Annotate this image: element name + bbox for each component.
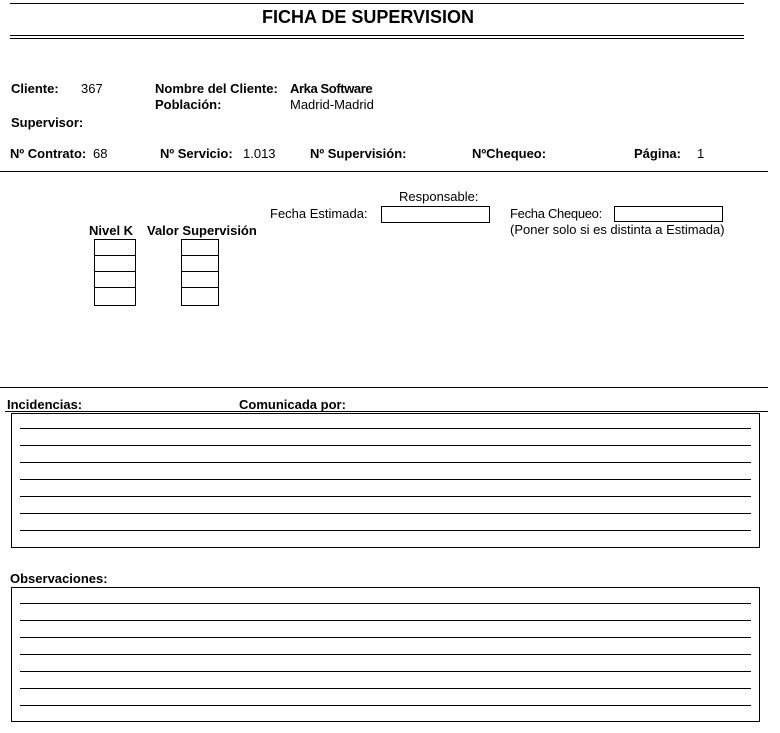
fecha-chequeo-label: Fecha Chequeo: xyxy=(510,206,602,221)
nivel-k-cell[interactable] xyxy=(95,240,135,256)
contrato-label: Nº Contrato: xyxy=(10,146,87,161)
valor-supervision-cell[interactable] xyxy=(182,272,218,288)
incidencias-box[interactable] xyxy=(11,413,760,548)
nivel-k-cell[interactable] xyxy=(95,288,135,304)
responsable-label: Responsable: xyxy=(399,189,479,204)
observaciones-line xyxy=(20,637,751,638)
nivel-k-cell[interactable] xyxy=(95,272,135,288)
cliente-label: Cliente: xyxy=(11,81,59,96)
incidencias-label: Incidencias: xyxy=(7,397,83,412)
nombre-cliente-value: Arka Software xyxy=(290,81,373,96)
fecha-estimada-field[interactable] xyxy=(381,206,490,223)
incidencias-line xyxy=(20,513,751,514)
title-double-rule-top xyxy=(10,35,744,36)
observaciones-line xyxy=(20,688,751,689)
page-title: FICHA DE SUPERVISION xyxy=(262,7,475,27)
nivel-k-label: Nivel K xyxy=(89,223,134,238)
observaciones-line xyxy=(20,620,751,621)
incidencias-line xyxy=(20,445,751,446)
valor-supervision-label: Valor Supervisión xyxy=(147,223,257,238)
observaciones-label: Observaciones: xyxy=(10,571,108,586)
section-divider-1 xyxy=(0,171,768,172)
nivel-k-grid[interactable] xyxy=(94,239,136,306)
incidencias-line xyxy=(20,462,751,463)
valor-supervision-cell[interactable] xyxy=(182,256,218,272)
top-rule xyxy=(10,3,744,4)
contrato-value: 68 xyxy=(93,146,108,161)
valor-supervision-cell[interactable] xyxy=(182,240,218,256)
supervision-label: Nº Supervisión: xyxy=(310,146,407,161)
pagina-label: Página: xyxy=(634,146,681,161)
nivel-k-cell[interactable] xyxy=(95,256,135,272)
incidencias-line xyxy=(20,479,751,480)
fecha-chequeo-note: (Poner solo si es distinta a Estimada) xyxy=(510,222,725,237)
observaciones-line xyxy=(20,603,751,604)
chequeo-label: NºChequeo: xyxy=(472,146,547,161)
supervisor-label: Supervisor: xyxy=(11,115,84,130)
servicio-value: 1.013 xyxy=(243,146,276,161)
poblacion-value: Madrid-Madrid xyxy=(290,97,374,112)
observaciones-box[interactable] xyxy=(11,587,760,722)
title-double-rule-bottom xyxy=(10,38,744,39)
observaciones-line xyxy=(20,671,751,672)
incidencias-underline xyxy=(5,411,768,412)
fecha-chequeo-field[interactable] xyxy=(614,206,723,222)
incidencias-line xyxy=(20,496,751,497)
incidencias-line xyxy=(20,428,751,429)
valor-supervision-cell[interactable] xyxy=(182,288,218,304)
nombre-cliente-label: Nombre del Cliente: xyxy=(155,81,278,96)
comunicada-por-label: Comunicada por: xyxy=(239,397,346,412)
pagina-value: 1 xyxy=(697,146,705,161)
valor-supervision-grid[interactable] xyxy=(181,239,219,306)
fecha-estimada-label: Fecha Estimada: xyxy=(270,206,368,221)
servicio-label: Nº Servicio: xyxy=(160,146,233,161)
cliente-value: 367 xyxy=(81,81,103,96)
observaciones-line xyxy=(20,654,751,655)
observaciones-line xyxy=(20,705,751,706)
incidencias-line xyxy=(20,530,751,531)
section-divider-2 xyxy=(0,387,768,388)
poblacion-label: Población: xyxy=(155,97,222,112)
